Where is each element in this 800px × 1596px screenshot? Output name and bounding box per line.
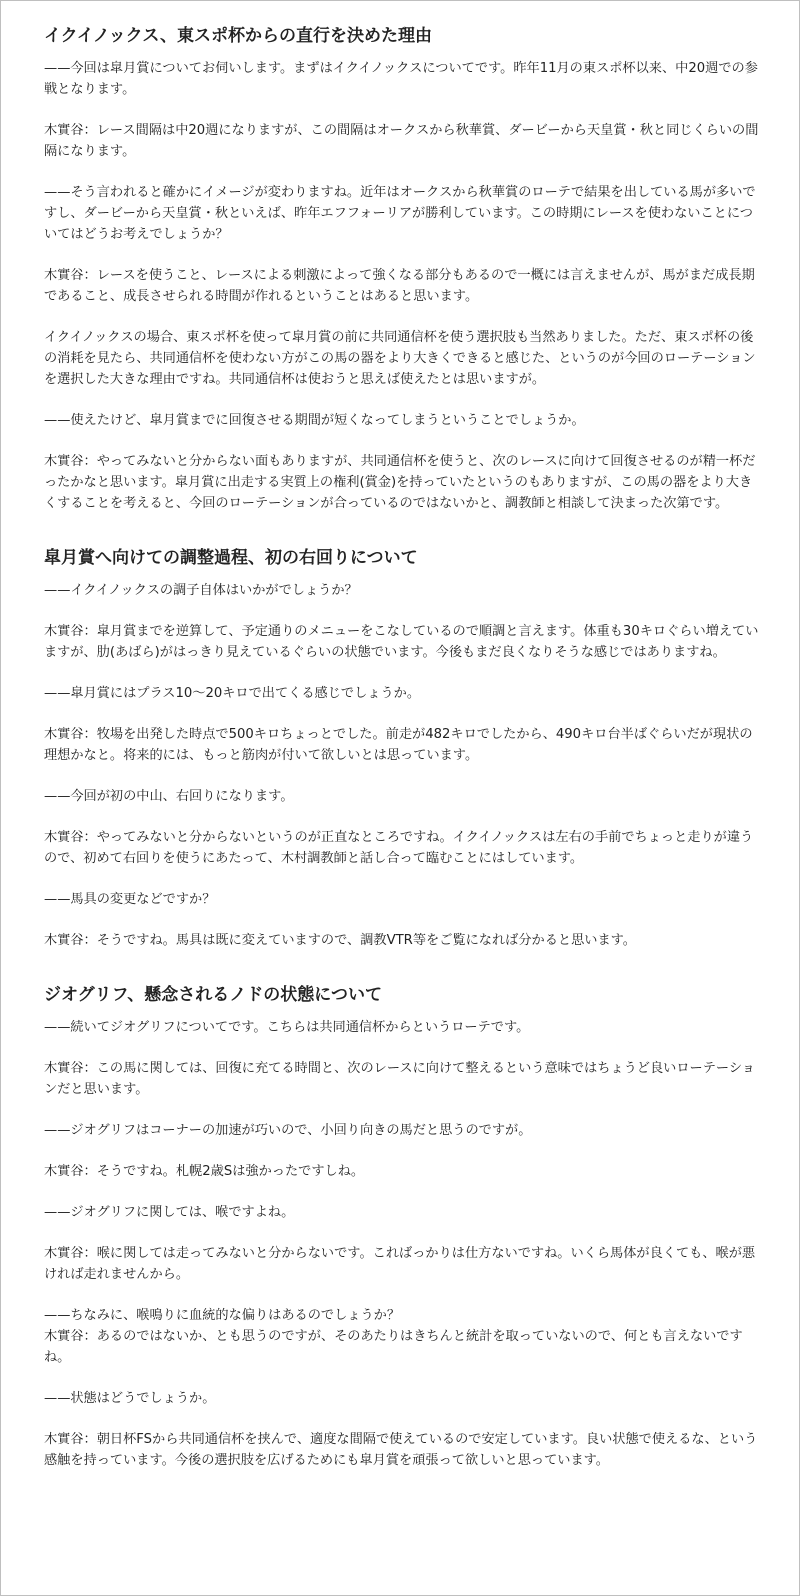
question-paragraph: ——馬具の変更などですか？ [44, 892, 216, 907]
article-body [44, 20, 759, 1499]
answer-paragraph: 木實谷：レースを使うこと、レースによる刺激によって強くなる部分もあるので一概には言えませんが、馬がまだ成長期であること、成長させられる時間が作れるということはあると思います。 [44, 268, 755, 304]
section-equinox-conditioning [44, 542, 759, 951]
section-heading: ジオグリフ、懸念されるノドの状態について [44, 985, 382, 1005]
answer-paragraph: イクイノックスの場合、東スポ杯を使って皐月賞の前に共同通信杯を使う選択肢も当然ありました。ただ、東スポ杯の後の消耗を見たら、共同通信杯を使わない方がこの馬の器をより大きくできると感じた、というのが今回のローテーションを選択した大きな理由ですね。共同通信杯は使おうと思えば使えたとは思いますが。 [44, 330, 756, 387]
answer-paragraph: 木實谷：やってみないと分からない面もありますが、共同通信杯を使うと、次のレースに向けて回復させるのが精一杯だったかなと思います。皐月賞に出走する実質上の権利(賞金)を持っていたというのもありますが、この馬の器をより大きくすることを考えると、今回のローテーションが合っているのではないかと、調教師と相談して決まった次第です。 [44, 454, 756, 511]
question-paragraph: ——ジオグリフに関しては、喉ですよね。 [44, 1205, 295, 1220]
question-paragraph: ——状態はどうでしょうか。 [44, 1391, 216, 1406]
question-paragraph: ——ちなみに、喉鳴りに血統的な偏りはあるのでしょうか？ [44, 1308, 401, 1323]
answer-paragraph: 木實谷：あるのではないか、とも思うのですが、そのあたりはきちんと統計を取っていないので、何とも言えないですね。 [44, 1329, 743, 1365]
question-paragraph: ——今回は皐月賞についてお伺いします。まずはイクイノックスについてです。昨年11月の東スポ杯以来、中20週での参戦となります。 [44, 61, 758, 97]
question-paragraph: ——使えたけど、皐月賞までに回復させる期間が短くなってしまうということでしょうか。 [44, 413, 585, 428]
section-heading: 皐月賞へ向けての調整過程、初の右回りについて [44, 548, 418, 568]
answer-paragraph: 木實谷：やってみないと分からないというのが正直なところですね。イクイノックスは左右の手前でちょっと走りが違うので、初めて右回りを使うにあたって、木村調教師と話し合って臨むことにはしています。 [44, 830, 754, 866]
answer-paragraph: 木實谷：レース間隔は中20週になりますが、この間隔はオークスから秋華賞、ダービーから天皇賞・秋と同じくらいの間隔になります。 [44, 123, 759, 159]
answer-paragraph: 木實谷：牧場を出発した時点で500キロちょっとでした。前走が482キロでしたから、490キロ台半ばぐらいだが現状の理想かなと。将来的には、もっと筋肉が付いて欲しいとは思っています。 [44, 727, 753, 763]
question-paragraph: ——ジオグリフはコーナーの加速が巧いので、小回り向きの馬だと思うのですが。 [44, 1123, 532, 1138]
section-geoglyph-throat [44, 979, 759, 1471]
answer-paragraph: 木實谷：そうですね。札幌2歳Sは強かったですしね。 [44, 1164, 365, 1179]
answer-paragraph: 木實谷：皐月賞までを逆算して、予定通りのメニューをこなしているので順調と言えます。体重も30キロぐらい増えていますが、肋(あばら)がはっきり見えているぐらいの状態でいます。今後もまだ良くなりそうな感じではありますね。 [44, 624, 759, 660]
answer-paragraph: 木實谷：この馬に関しては、回復に充てる時間と、次のレースに向けて整えるという意味ではちょうど良いローテーションだと思います。 [44, 1061, 755, 1097]
question-paragraph: ——今回が初の中山、右回りになります。 [44, 789, 294, 804]
section-heading: イクイノックス、東スポ杯からの直行を決めた理由 [44, 26, 432, 46]
question-paragraph: ——イクイノックスの調子自体はいかがでしょうか？ [44, 583, 358, 598]
answer-paragraph: 木實谷：朝日杯FSから共同通信杯を挟んで、適度な間隔で使えているので安定しています。良い状態で使えるな、という感触を持っています。今後の選択肢を広げるためにも皐月賞を頑張って欲しいと思っています。 [44, 1432, 758, 1468]
answer-paragraph: 木實谷：喉に関しては走ってみないと分からないです。こればっかりは仕方ないですね。いくら馬体が良くても、喉が悪ければ走れませんから。 [44, 1246, 756, 1282]
question-paragraph: ——皐月賞にはプラス10〜20キロで出てくる感じでしょうか。 [44, 686, 421, 701]
question-paragraph: ——続いてジオグリフについてです。こちらは共同通信杯からというローテです。 [44, 1020, 530, 1035]
answer-paragraph: 木實谷：そうですね。馬具は既に変えていますので、調教VTR等をご覧になれば分かると思います。 [44, 933, 636, 948]
section-equinox-rotation [44, 20, 759, 514]
question-paragraph: ——そう言われると確かにイメージが変わりますね。近年はオークスから秋華賞のローテで結果を出している馬が多いですし、ダービーから天皇賞・秋といえば、昨年エフフォーリアが勝利しています。この時期にレースを使わないことについてはどうお考えでしょうか？ [44, 185, 756, 242]
